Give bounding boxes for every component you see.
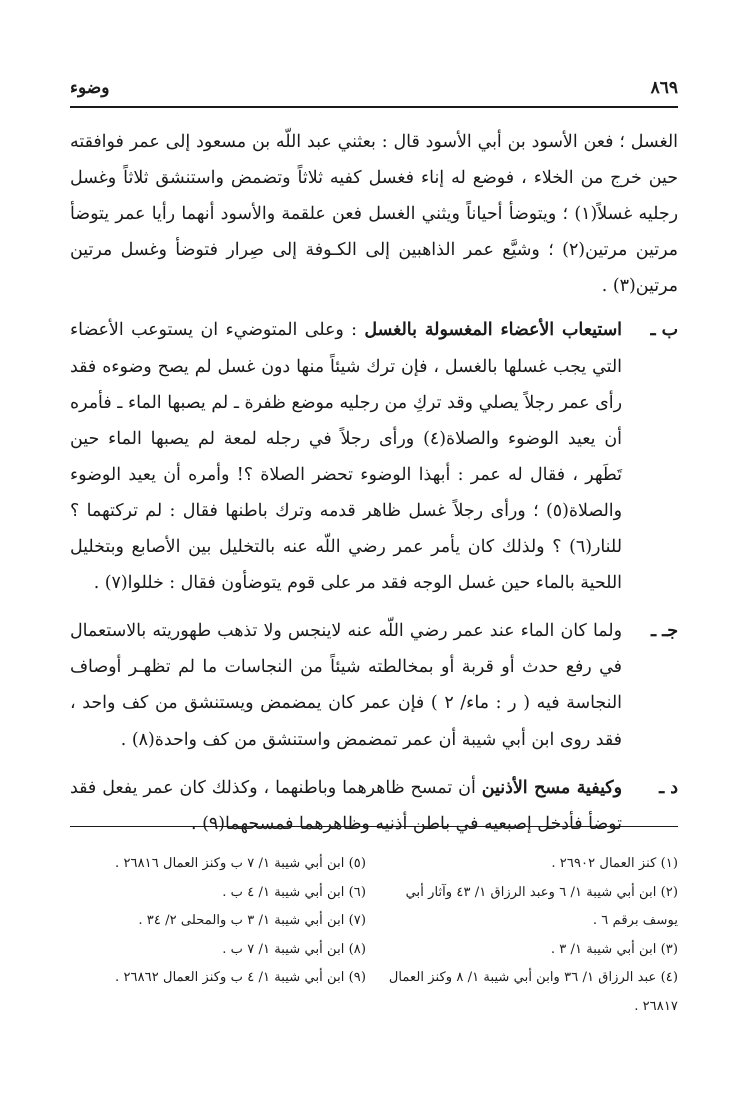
footnote: (٨) ابن أبي شيبة ١/ ٧ ب .: [222, 941, 366, 957]
main-text: [70, 124, 678, 854]
footnote: (٥) ابن أبي شيبة ١/ ٧ ب وكنز العمال ٢٦٨١٦ .: [115, 856, 366, 871]
footnotes-left-column: [66, 850, 366, 993]
section-marker: جـ ـ: [651, 621, 678, 642]
section-body: أن تمسح ظاهرهما وباطنهما ، وكذلك كان عمر يفعل فقد توضأ فأدخل إصبعيه في باطن أذنيه وظاهرهما فمسحهما(٩) .: [70, 777, 622, 834]
footnote: (١) كنز العمال ٢٦٩٠٢ .: [551, 856, 678, 871]
section-text: [70, 770, 622, 842]
section-jim: [70, 613, 678, 757]
footnote-rule: [70, 826, 678, 827]
section-marker: د ـ: [659, 777, 678, 798]
footnotes-right-column: [378, 850, 678, 1021]
page-number: ٨٦٩: [650, 78, 678, 98]
footnote: (٦) ابن أبي شيبة ١/ ٤ ب .: [222, 884, 366, 900]
footnote: (٣) ابن أبي شيبة ١/ ٣ .: [550, 941, 678, 957]
footnote: (٧) ابن أبي شيبة ١/ ٣ ب والمحلى ٢/ ٣٤ .: [138, 913, 366, 928]
section-heading: استيعاب الأعضاء المغسولة بالغسل: [364, 320, 622, 341]
section-text: [70, 613, 622, 757]
section-heading: وكيفية مسح الأذنين: [481, 777, 622, 798]
footnote: (٤) عبد الرزاق ١/ ٣٦ وابن أبي شيبة ١/ ٨ وكنز العمال ٢٦٨١٧ .: [388, 970, 678, 1014]
intro-paragraph: الغسل ؛ فعن الأسود بن أبي الأسود قال : بعثني عبد اللّه بن مسعود إلى عمر فوافقته حين خرج من الخلاء ، فوضع له إناء فغسل كفيه ثلاثاً وتضمض واستنشق ثلاثاً وغسل رجليه غسلاً(١) ؛ ويتوضأ أحياناً ويثني الغسل فعن علقمة والأسود أنهما رأيا عمر يتوضأ مرتين مرتين(٢) ؛ وشيَّع عمر الذاهبين إلى الكـوفة إلى صِرار فتوضأ وغسل مرتين مرتين(٣) .: [70, 132, 679, 297]
section-text: [70, 312, 622, 601]
section-marker: ب ـ: [650, 320, 678, 341]
section-dal: [70, 770, 678, 842]
footnote: (٢) ابن أبي شيبة ١/ ٦ وعبد الرزاق ١/ ٤٣ وآثار أبي يوسف برقم ٦ .: [405, 884, 678, 928]
section-b: [70, 312, 678, 601]
section-body: ولما كان الماء عند عمر رضي اللّه عنه لاينجس ولا تذهب طهوريته بالاستعمال في رفع حدث أو قربة أو بمخالطته شيئاً من النجاسات ما لم تظهـر أوصاف النجاسة فيه ( ر : ماء/ ٢ ) فإن عمر كان يمضمض ويستنشق من كف واحد ، فقد روى ابن أبي شيبة أن عمر تمضمض واستنشق من كف واحدة(٨) .: [70, 621, 622, 750]
footnote: (٩) ابن أبي شيبة ١/ ٤ ب وكنز العمال ٢٦٨٦٢ .: [115, 970, 366, 985]
running-title: وضوء: [70, 78, 110, 98]
section-body: : وعلى المتوضيء ان يستوعب الأعضاء التي يجب غسلها بالغسل ، فإن ترك شيئاً منها دون غسل لم يصح وضوءه فقد رأى عمر رجلاً يصلي وقد تركِ من رجليه موضع ظفرة ـ لم يصبها الماء ـ فأمره أن يعيد الوضوء والصلاة(٤) ورأى رجلاً في رجله لمعة لم يصبها الماء حين تَطَهر ، فقال له عمر : أبهذا الوضوء تحضر الصلاة ؟! وأمره أن يعيد الوضوء والصلاة(٥) ؛ ورأى رجلاً غسل ظاهر قدمه وترك باطنها فقال : لم تركتهما ؟ للنار(٦) ؟ ولذلك كان يأمر عمر رضي اللّه عنه بالتخليل بين الأصابع وبتخليل اللحية بالماء حين غسل الوجه فقد مر على قوم يتوضأون فقال : خللوا(٧) .: [70, 320, 622, 594]
running-header: [70, 78, 678, 104]
header-rule: [70, 106, 678, 108]
